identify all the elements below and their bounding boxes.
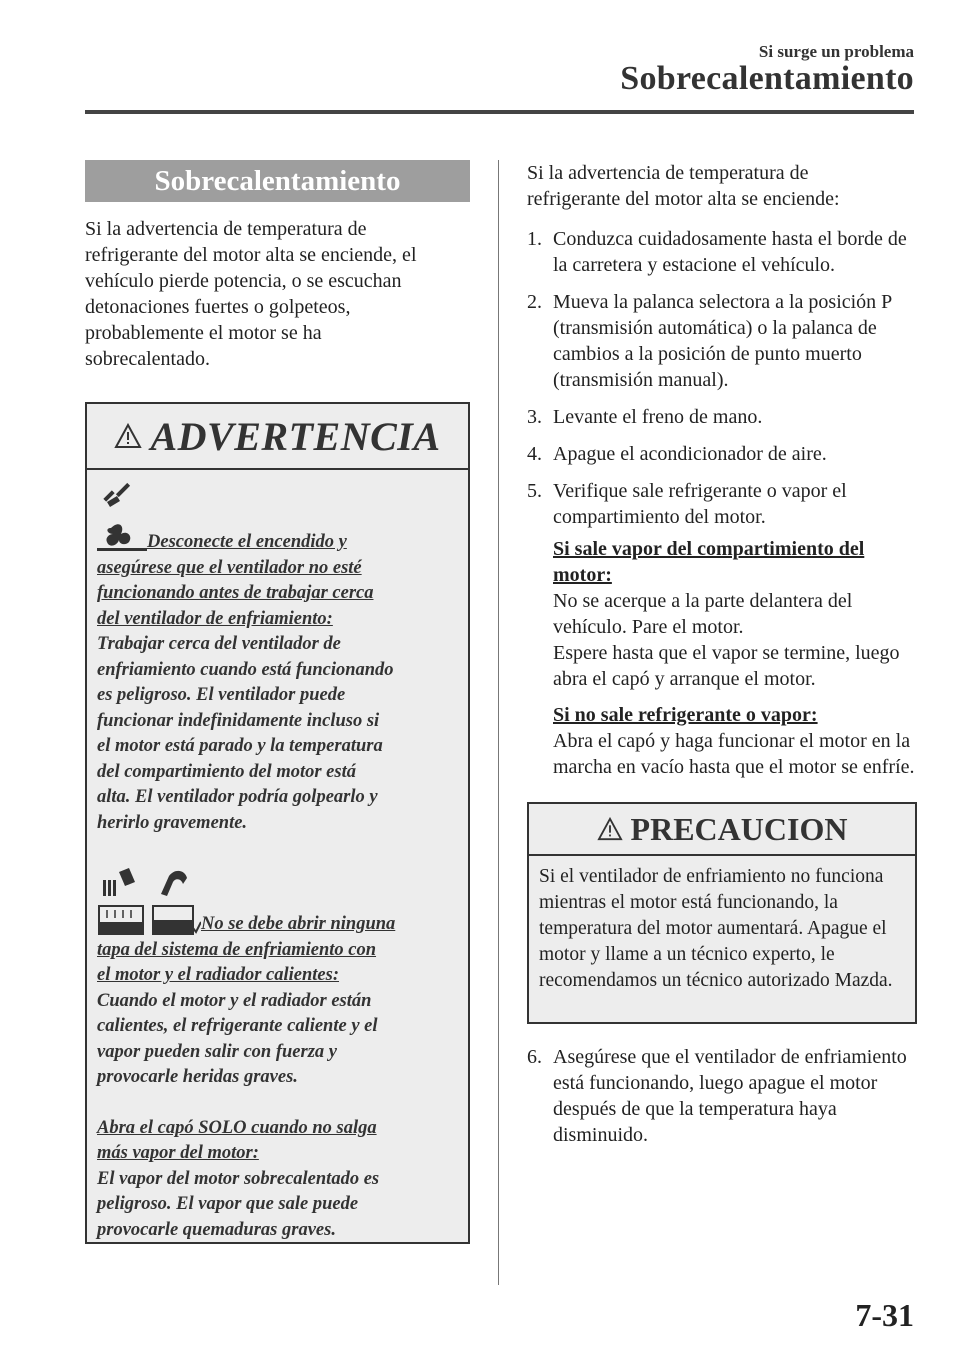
radiator-warning-title	[201, 866, 460, 938]
step-item	[527, 404, 917, 430]
step-number: 5.	[527, 480, 542, 502]
spacer	[97, 1091, 460, 1116]
step-number: 1.	[527, 228, 542, 250]
header-rule	[85, 110, 914, 114]
warning-triangle-icon	[114, 423, 142, 449]
page-number: 7-31	[855, 1297, 914, 1333]
intro-paragraph: Si la advertencia de temperatura de refrigerante del motor alta se enciende, el vehículo pierde potencia, o se escuchan detonaciones fuertes o golpeteos, probablemente el motor se ha sobrecalentado.	[85, 218, 417, 370]
warning-title: ADVERTENCIA	[150, 413, 441, 459]
caution-box	[527, 802, 917, 1024]
fan-hazard-icon	[97, 482, 147, 554]
step-text: Asegúrese que el ventilador de enfriamiento está funcionando, luego apague el motor después de que la temperatura haya disminuido.	[553, 1046, 907, 1146]
radiator-title-line: el motor y el radiador calientes:	[97, 965, 340, 985]
fan-body-line: alta. El ventilador podría golpearlo y	[97, 787, 378, 807]
fan-title-line: funcionando antes de trabajar cerca	[97, 583, 374, 603]
fan-body-line: el motor está parado y la temperatura	[97, 736, 383, 756]
warning-box	[85, 402, 470, 1244]
header-page-title: Sobrecalentamiento	[620, 60, 914, 97]
radiator-title-line: tapa del sistema de enfriamiento con	[97, 939, 377, 960]
steam-body-line: peligroso. El vapor que sale puede	[97, 1194, 359, 1214]
fan-title-line: asegúrese que el ventilador no esté	[97, 557, 362, 578]
steam-body-line: El vapor del motor sobrecalentado es	[97, 1168, 380, 1189]
fan-body-line: enfriamiento cuando está funcionando	[97, 659, 394, 680]
step-number: 3.	[527, 406, 542, 428]
steam-case-title: Si sale vapor del compartimiento del motor:	[553, 538, 865, 586]
step-number: 4.	[527, 443, 542, 465]
steps-list-continued	[527, 1044, 917, 1148]
radiator-cap-hazard-icon	[97, 866, 201, 936]
steam-body-line: provocarle quemaduras graves.	[97, 1219, 336, 1240]
no-steam-case	[553, 702, 917, 780]
fan-body-line: es peligroso. El ventilador puede	[97, 685, 346, 705]
step-item	[527, 1044, 917, 1148]
fan-body-line: Trabajar cerca del ventilador de	[97, 634, 341, 654]
step-text: Mueva la palanca selectora a la posición P (transmisión automática) o la palanca de cambios a la posición de punto muerto (transmisión manual).	[553, 291, 892, 391]
radiator-body-line: Cuando el motor y el radiador están	[97, 990, 372, 1011]
right-column	[527, 160, 917, 1159]
fan-body-line: herirlo gravemente.	[97, 812, 248, 833]
no-steam-case-line: Abra el capó y haga funcionar el motor en la marcha en vacío hasta que el motor se enfríe.	[553, 730, 915, 778]
warning-header	[87, 404, 468, 470]
steam-title-line: más vapor del motor:	[97, 1143, 259, 1163]
step-item	[527, 478, 917, 780]
header-section-label: Si surge un problema	[758, 42, 914, 61]
caution-header	[529, 804, 915, 856]
caution-title: PRECAUCION	[630, 811, 848, 847]
column-divider	[498, 160, 499, 1285]
warning-body	[87, 470, 468, 1243]
fan-title-line: del ventilador de enfriamiento:	[97, 608, 333, 629]
fan-body-line: del compartimiento del motor está	[97, 761, 356, 782]
section-heading: Sobrecalentamiento	[85, 160, 470, 202]
steam-case-line: No se acerque a la parte delantera del vehículo. Pare el motor.	[553, 590, 853, 638]
fan-warning-title	[147, 482, 460, 556]
fan-title-line: Desconecte el encendido y	[147, 532, 347, 552]
step-item	[527, 289, 917, 393]
step-number: 6.	[527, 1046, 542, 1068]
warning-block-fan	[97, 482, 460, 556]
fan-body-line: funcionar indefinidamente incluso si	[97, 710, 380, 731]
steam-case-line: Espere hasta que el vapor se termine, luego abra el capó y arranque el motor.	[553, 642, 900, 690]
left-column	[85, 160, 470, 1244]
step-text: Apague el acondicionador de aire.	[553, 443, 827, 465]
step-number: 2.	[527, 291, 542, 313]
step-text: Levante el freno de mano.	[553, 406, 763, 428]
step-text: Verifique sale refrigerante o vapor el compartimiento del motor.	[553, 480, 847, 528]
radiator-body-line: calientes, el refrigerante caliente y el	[97, 1016, 378, 1036]
steam-title-line: Abra el capó SOLO cuando no salga	[97, 1117, 377, 1138]
radiator-body-line: vapor pueden salir con fuerza y	[97, 1041, 337, 1062]
steps-list	[527, 226, 917, 780]
step-text: Conduzca cuidadosamente hasta el borde de la carretera y estacione el vehículo.	[553, 228, 907, 276]
step-item	[527, 226, 917, 278]
radiator-body-line: provocarle heridas graves.	[97, 1067, 298, 1087]
no-steam-case-title: Si no sale refrigerante o vapor:	[553, 704, 818, 726]
steam-case	[553, 536, 917, 692]
warning-block-radiator	[97, 866, 460, 938]
caution-text: Si el ventilador de enfriamiento no funciona mientras el motor está funcionando, la temperatura del motor aumentará. Apague el motor y llame a un técnico experto, le recomendamos un técnico autorizado Mazda.	[539, 866, 893, 991]
radiator-title-line: No se debe abrir ninguna	[201, 914, 396, 934]
right-intro: Si la advertencia de temperatura de refrigerante del motor alta se enciende:	[527, 162, 840, 210]
warning-triangle-icon	[597, 817, 623, 841]
step-item	[527, 441, 917, 467]
